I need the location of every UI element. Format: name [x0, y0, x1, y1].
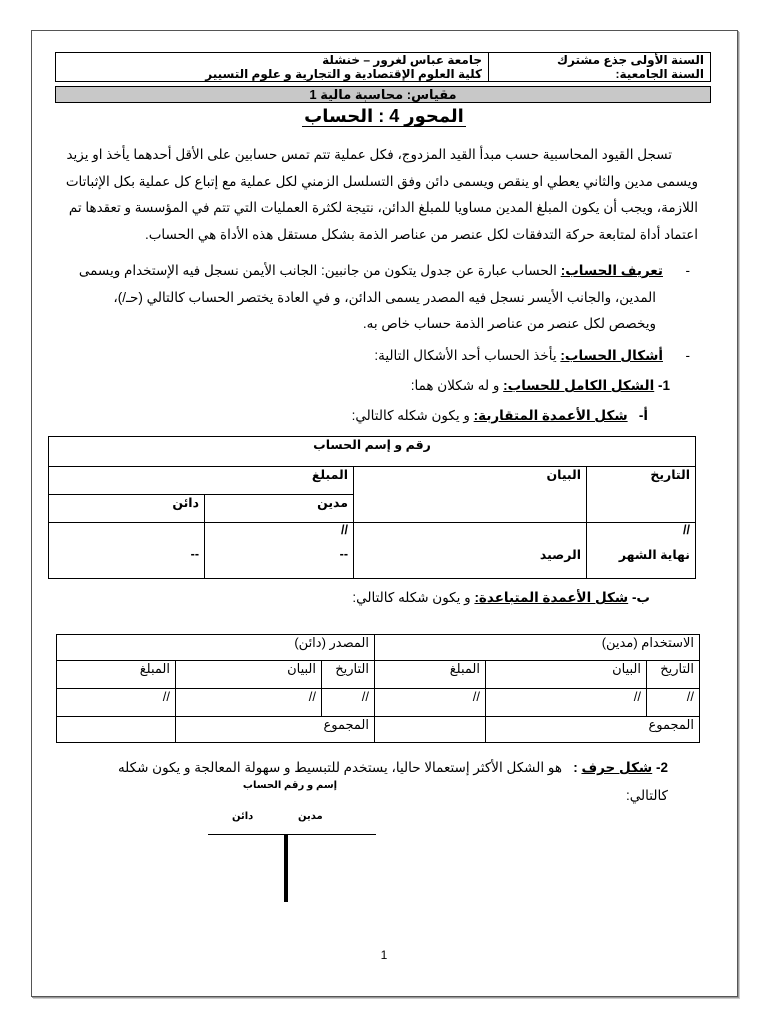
definition-text: الحساب عبارة عن جدول يتكون من جانبين: الجانب الأيمن نسجل فيه الإستخدام ويسمى: [78, 263, 557, 278]
comparative-heading: [352, 408, 648, 424]
academic-year: السنة الجامعية:: [615, 67, 704, 81]
use-statement-mark: //: [486, 689, 647, 717]
definition-label: تعريف الحساب:: [560, 263, 663, 278]
intro-paragraph: [60, 142, 698, 248]
use-header: الاستخدام (مدين): [375, 635, 700, 661]
source-date-header: التاريخ: [322, 661, 375, 689]
debit-header: مدين: [205, 495, 354, 523]
comparative-label: شكل الأعمدة المتقاربة:: [473, 408, 628, 423]
date-cell: [587, 523, 696, 579]
year-level: السنة الأولى جذع مشترك: [557, 53, 704, 67]
definition-line2: المدين، والجانب الأيسر نسجل فيه المصدر يسمى الدائن، و في العادة يختصر الحساب كالتالي (حـ/)،: [113, 289, 656, 305]
source-statement-header: البيان: [176, 661, 322, 689]
forms-heading: [374, 348, 690, 364]
use-date-mark: //: [647, 689, 700, 717]
full-form-num: 1-: [657, 378, 670, 393]
page-number: 1: [380, 948, 388, 962]
debit-cell: [205, 523, 354, 579]
t-account-vertical-line: [284, 834, 288, 902]
t-form-line2: كالتالي:: [626, 788, 668, 803]
header-institution: [56, 53, 489, 82]
page-title-text: المحور 4 : الحساب: [304, 106, 464, 126]
use-total-cell: [375, 717, 486, 743]
account-header: رقم و إسم الحساب: [49, 437, 696, 467]
header-year: [489, 53, 711, 82]
source-total-label: المجموع: [176, 717, 375, 743]
date-header: التاريخ: [587, 467, 696, 523]
t-account-debit: مدين: [298, 811, 323, 822]
full-form-text: و له شكلان هما:: [410, 378, 500, 393]
date-mark: //: [683, 523, 690, 537]
use-amount-mark: //: [375, 689, 486, 717]
use-amount-header: المبلغ: [375, 661, 486, 689]
t-account-credit: دائن: [232, 811, 254, 822]
t-form-label: شكل حرف: [581, 760, 653, 775]
full-form-heading: [411, 378, 670, 394]
forms-label: أشكال الحساب:: [560, 348, 663, 363]
t-form-num: 2-: [655, 760, 668, 775]
university-name: جامعة عباس لغرور – خنشلة: [322, 53, 482, 67]
amount-header: المبلغ: [49, 467, 354, 495]
definition-paragraph: [55, 258, 690, 338]
source-amount-header: المبلغ: [57, 661, 176, 689]
forms-dash: -: [685, 348, 690, 363]
use-date-header: التاريخ: [647, 661, 700, 689]
intro-line: تسجل القيود المحاسبية حسب مبدأ القيد المزدوج، فكل عملية تتم تمس حسابين على الأقل أحدهما يأخذ او يزيد: [66, 147, 672, 162]
balance-label: الرصيد: [539, 548, 581, 562]
use-statement-header: البيان: [486, 661, 647, 689]
forms-text: يأخذ الحساب أحد الأشكال التالية:: [374, 348, 557, 363]
month-end: نهاية الشهر: [618, 548, 690, 562]
comparative-text: و يكون شكله كالتالي:: [351, 408, 470, 423]
t-account-horizontal-line: [208, 834, 376, 835]
module-bar: مقياس: محاسبة مالية 1: [55, 86, 711, 103]
credit-cell: [49, 523, 205, 579]
intro-line: اللازمة، ويجب أن يكون المبلغ المدين مساويا للمبلغ الدائن، نتيجة لكثرة العمليات التي تتم في المؤسسة و تعقدها تم: [68, 200, 698, 215]
statement-cell: [354, 523, 587, 579]
intro-line: اعتماد أداة لمتابعة حركة التدفقات لكل عنصر من عناصر الذمة بشكل مستقل هذه الأداة هي الحساب.: [144, 226, 698, 242]
separated-table: [56, 634, 700, 743]
separated-text: و يكون شكله كالتالي:: [352, 590, 471, 605]
header-table: [55, 52, 711, 82]
full-form-label: الشكل الكامل للحساب:: [503, 378, 655, 393]
t-account-name: إسم و رقم الحساب: [242, 780, 338, 791]
use-total-label: المجموع: [486, 717, 700, 743]
credit-header: دائن: [49, 495, 205, 523]
debit-dash: --: [339, 547, 348, 561]
source-header: المصدر (دائن): [57, 635, 375, 661]
debit-mark: //: [341, 523, 348, 537]
source-amount-mark: //: [57, 689, 176, 717]
t-form-colon: :: [573, 760, 578, 775]
t-form-heading: [118, 760, 668, 776]
faculty-name: كلية العلوم الإقتصادية و التجارية و علوم التسيير: [205, 67, 482, 81]
separated-num: ب-: [631, 590, 650, 605]
statement-header: البيان: [354, 467, 587, 523]
comparative-table: [48, 436, 696, 579]
page-title: [0, 106, 768, 127]
t-account: [200, 778, 380, 908]
intro-line: ويسمى مدين والثاني يعطي او ينقص ويسمى دائن وفق التسلسل الزمني لكل عملية مع إتباع كل عملية بكل الإثباتات: [65, 173, 698, 189]
definition-line3: ويخصص لكل عنصر من عناصر الذمة حساب خاص به.: [362, 316, 656, 331]
separated-label: شكل الأعمدة المتباعدة:: [474, 590, 629, 605]
source-date-mark: //: [322, 689, 375, 717]
definition-dash: -: [685, 263, 690, 278]
t-form-text: هو الشكل الأكثر إستعمالا حاليا، يستخدم للتبسيط و سهولة المعالجة و يكون شكله: [117, 760, 562, 775]
definition-line1: [55, 258, 690, 285]
source-total-cell: [57, 717, 176, 743]
source-statement-mark: //: [176, 689, 322, 717]
separated-heading: [352, 590, 650, 606]
comparative-num: أ-: [638, 408, 648, 423]
credit-dash: --: [190, 547, 199, 561]
